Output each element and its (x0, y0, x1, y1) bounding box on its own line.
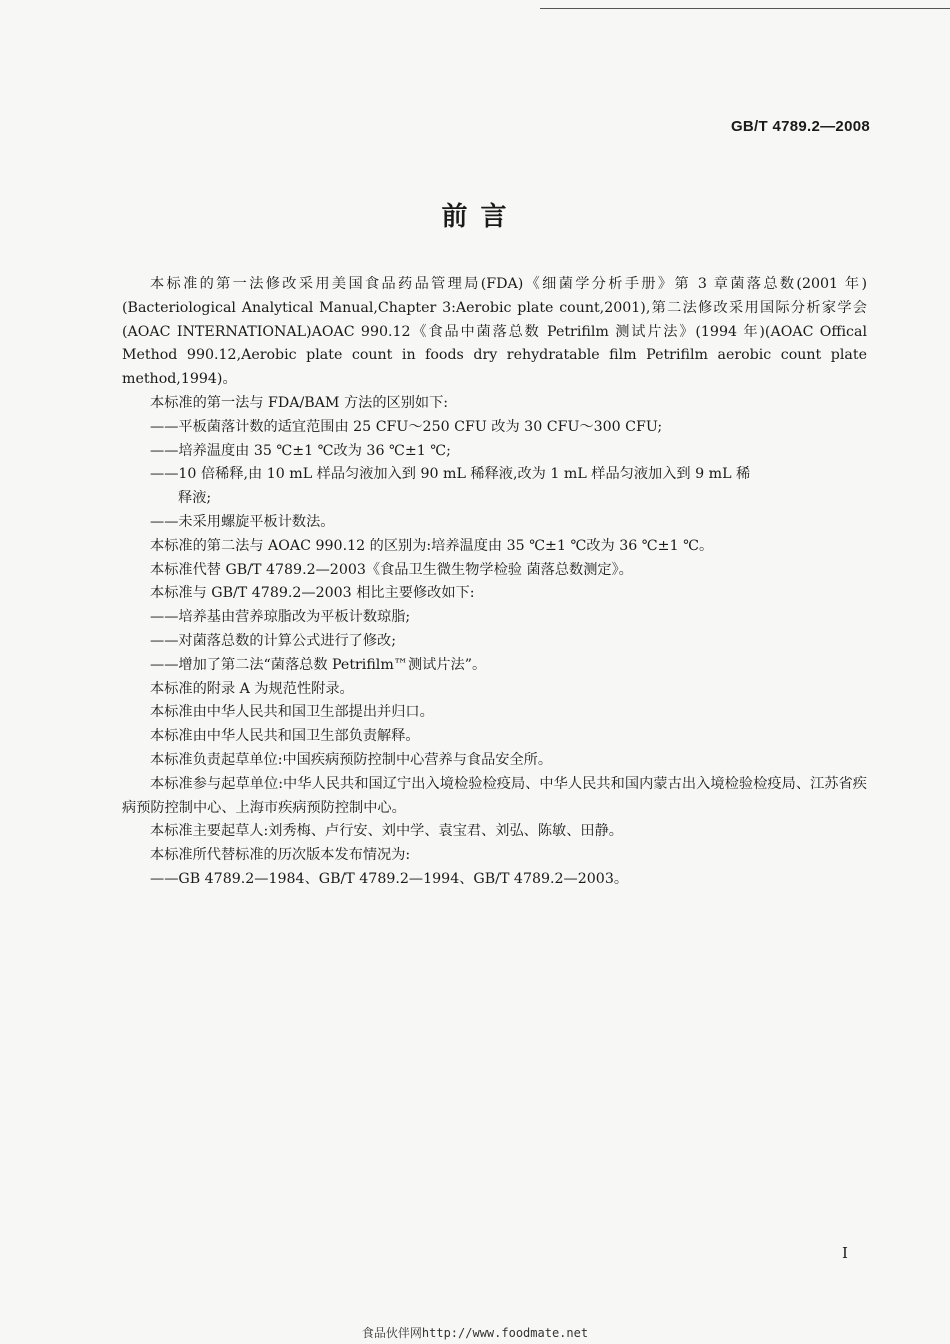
paragraph-method2-diff: 本标准的第二法与 AOAC 990.12 的区别为:培养温度由 35 ℃±1 ℃改为 36 ℃±1 ℃。 (150, 537, 714, 554)
standard-code: GB/T 4789.2—2008 (730, 118, 870, 135)
paragraph-drafting-unit: 本标准负责起草单位:中国疾病预防控制中心营养与食品安全所。 (150, 751, 553, 768)
paragraph-participating-units: 本标准参与起草单位:中华人民共和国辽宁出入境检验检疫局、中华人民共和国内蒙古出入境检验检疫局、江苏省疾病预防控制中心、上海市疾病预防控制中心。 (122, 775, 867, 816)
top-rule (540, 8, 950, 9)
paragraph-drafters: 本标准主要起草人:刘秀梅、卢行安、刘中学、袁宝君、刘弘、陈敏、田静。 (150, 823, 623, 840)
paragraph-changes: 本标准与 GB/T 4789.2—2003 相比主要修改如下: (150, 585, 475, 602)
document-body (122, 273, 867, 892)
paragraph-adoption: 本标准的第一法修改采用美国食品药品管理局(FDA)《细菌学分析手册》第 3 章菌落总数(2001 年)(Bacteriological Analytical Manual,Chapter 3:Aerobic plate count,2001),第二法修改采用国际分析家学会(AOAC INTERNATIONAL)AOAC 990.12《食品中菌落总数 Petrifilm 测试片法》(1994 年)(AOAC Offical Method 990.12,Aerobic plate count in foods dry rehydratable film Petrifilm aerobic count plate method,1994)。 (122, 276, 867, 388)
paragraph-method1-diff: 本标准的第一法与 FDA/BAM 方法的区别如下: (150, 394, 449, 411)
list-item: ——GB 4789.2—1984、GB/T 4789.2—1994、GB/T 4789.2—2003。 (150, 870, 629, 887)
paragraph-proposed-by: 本标准由中华人民共和国卫生部提出并归口。 (150, 704, 434, 721)
page-number: I (842, 1244, 848, 1262)
paragraph-replaces: 本标准代替 GB/T 4789.2—2003《食品卫生微生物学检验 菌落总数测定》。 (150, 561, 633, 578)
list-item: ——增加了第二法“菌落总数 Petrifilm™测试片法”。 (150, 656, 487, 673)
list-item: ——未采用螺旋平板计数法。 (150, 513, 335, 530)
list-item: ——对菌落总数的计算公式进行了修改; (150, 632, 396, 649)
list-item: ——平板菌落计数的适宜范围由 25 CFU～250 CFU 改为 30 CFU～300 CFU; (150, 418, 663, 435)
page-title: 前 言 (441, 202, 509, 232)
list-item: ——培养温度由 35 ℃±1 ℃改为 36 ℃±1 ℃; (150, 442, 451, 459)
list-item-continuation: 释液; (178, 490, 212, 507)
paragraph-annex: 本标准的附录 A 为规范性附录。 (150, 680, 354, 697)
paragraph-interpreted-by: 本标准由中华人民共和国卫生部负责解释。 (150, 728, 420, 745)
footer-watermark: 食品伙伴网http://www.foodmate.net (361, 1326, 589, 1340)
paragraph-history: 本标准所代替标准的历次版本发布情况为: (150, 847, 411, 864)
list-item: ——10 倍稀释,由 10 mL 样品匀液加入到 90 mL 稀释液,改为 1 mL 样品匀液加入到 9 mL 稀 (150, 466, 751, 483)
list-item: ——培养基由营养琼脂改为平板计数琼脂; (150, 609, 411, 626)
